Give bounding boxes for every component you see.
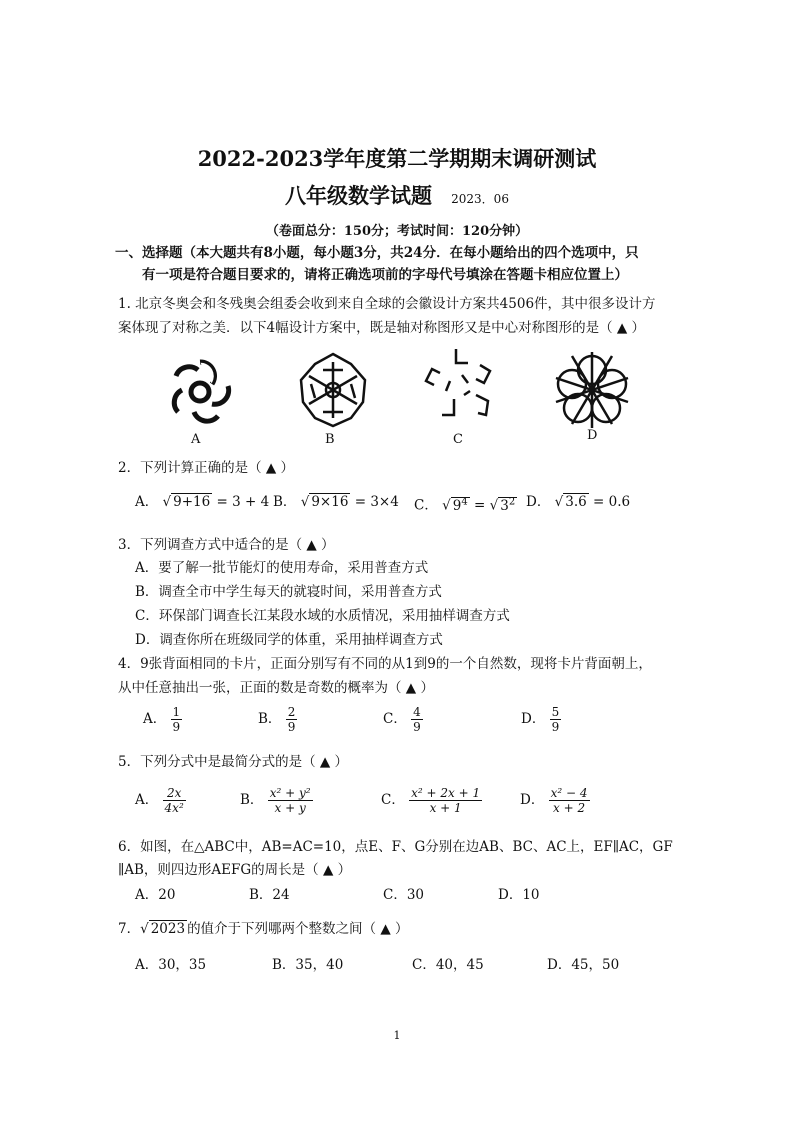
emblem-a-label: A bbox=[191, 432, 201, 447]
q2-a-radicand: 9+16 bbox=[173, 494, 211, 510]
q5-b-numerator: x² + y² bbox=[269, 786, 311, 800]
q2-c-exp1: 4 bbox=[461, 496, 468, 507]
q5-option-d bbox=[520, 786, 590, 815]
q2-a-rhs: = 3 + 4 bbox=[216, 494, 270, 510]
page-number: 1 bbox=[393, 1029, 401, 1042]
q3-option-c: C．环保部门调查长江某段水域的水质情况，采用抽样调查方式 bbox=[135, 608, 510, 624]
q7-option-b: B．35，40 bbox=[272, 957, 344, 973]
q2-c-label: C． bbox=[414, 497, 438, 514]
q2-c-base2: 3 bbox=[500, 497, 509, 514]
q2-a-label: A． bbox=[135, 494, 159, 510]
q4-option-c bbox=[383, 705, 423, 734]
q5-a-label: A． bbox=[135, 792, 159, 808]
q6-option-b: B．24 bbox=[249, 887, 290, 903]
q7-option-a: A．30，35 bbox=[135, 957, 207, 973]
q5-stem: 5．下列分式中是最简分式的是（ ▲ ） bbox=[118, 754, 349, 770]
q6-option-c: C．30 bbox=[383, 887, 425, 903]
q3-stem: 3．下列调查方式中适合的是（ ▲ ） bbox=[118, 537, 335, 553]
q5-option-a bbox=[135, 786, 186, 815]
q2-option-b: B． √ 9×16 = 3×4 bbox=[273, 494, 399, 510]
q4-option-d bbox=[521, 705, 561, 734]
q5-c-label: C． bbox=[381, 792, 405, 808]
q2-b-label: B． bbox=[273, 494, 297, 510]
q2-b-rhs: = 3×4 bbox=[354, 494, 399, 510]
q2-d-radicand: 3.6 bbox=[565, 494, 587, 510]
q2-b-radicand: 9×16 bbox=[311, 494, 349, 510]
q2-option-a: A． √ 9+16 = 3 + 4 bbox=[135, 494, 270, 510]
emblem-c-label: C bbox=[453, 432, 463, 447]
q7-option-c: C．40，45 bbox=[412, 957, 484, 973]
emblem-b-figure bbox=[293, 350, 373, 430]
q4-d-numerator: 5 bbox=[551, 705, 560, 719]
q4-c-denominator: 9 bbox=[413, 720, 421, 734]
q4-b-numerator: 2 bbox=[287, 705, 296, 719]
q5-b-denominator: x + y bbox=[274, 801, 306, 815]
q4-c-label: C． bbox=[383, 711, 407, 727]
q3-option-b: B．调查全市中学生每天的就寝时间，采用普查方式 bbox=[135, 584, 442, 600]
q6-option-d: D．10 bbox=[498, 887, 540, 903]
q4-d-denominator: 9 bbox=[551, 720, 560, 734]
q5-d-label: D． bbox=[520, 792, 545, 808]
q4-line2: 从中任意抽出一张，正面的数是奇数的概率为（ ▲ ） bbox=[118, 680, 434, 696]
emblem-a-figure bbox=[160, 352, 240, 432]
q5-c-denominator: x + 1 bbox=[429, 801, 462, 815]
section1-heading-line2: 有一项是符合题目要求的，请将正确选项前的字母代号填涂在答题卡相应位置上） bbox=[142, 267, 628, 283]
q2-d-rhs: = 0.6 bbox=[593, 494, 631, 510]
q4-b-denominator: 9 bbox=[287, 720, 296, 734]
score-info: （卷面总分：150分；考试时间：120分钟） bbox=[265, 224, 529, 239]
q7-prefix: 7． bbox=[118, 921, 141, 937]
emblem-d-figure bbox=[550, 348, 634, 432]
q4-option-b bbox=[258, 705, 297, 734]
q7-rest: 的值介于下列哪两个整数之间（ ▲ ） bbox=[187, 921, 409, 937]
emblem-b-label: B bbox=[325, 432, 335, 447]
q4-a-label: A． bbox=[143, 711, 167, 727]
q7-radicand: 2023 bbox=[150, 921, 186, 937]
subtitle-row bbox=[0, 180, 794, 210]
q5-option-b bbox=[240, 786, 313, 815]
q1-line2: 案体现了对称之美．以下4幅设计方案中，既是轴对称图形又是中心对称图形的是（ ▲ ） bbox=[118, 320, 646, 336]
q6-line1: 6．如图，在△ABC中，AB=AC=10，点E、F、G分别在边AB、BC、AC上，EF∥AC，GF bbox=[118, 839, 673, 855]
q1-line1: 1. 北京冬奥会和冬残奥会组委会收到来自全球的会徽设计方案共4506件，其中很多设计方 bbox=[118, 296, 656, 312]
q2-c-exp2: 2 bbox=[508, 496, 516, 507]
emblem-d-label: D bbox=[587, 428, 598, 443]
exam-subtitle: 八年级数学试题 bbox=[285, 183, 433, 208]
q5-c-numerator: x² + 2x + 1 bbox=[411, 786, 481, 800]
q6-line2: ∥AB，则四边形AEFG的周长是（ ▲ ） bbox=[118, 862, 352, 878]
emblem-c-figure bbox=[420, 345, 500, 427]
exam-title: 2022-2023学年度第二学期期末调研测试 bbox=[197, 146, 597, 171]
q3-option-a: A．要了解一批节能灯的使用寿命，采用普查方式 bbox=[135, 560, 429, 576]
exam-date: 2023．06 bbox=[451, 192, 509, 206]
q2-d-label: D． bbox=[526, 494, 551, 510]
q4-a-denominator: 9 bbox=[172, 720, 181, 734]
q7-stem: 7．√ 2023 的值介于下列哪两个整数之间（ ▲ ） bbox=[118, 921, 409, 937]
q4-a-numerator: 1 bbox=[172, 705, 181, 719]
q2-c-base1: 9 bbox=[452, 497, 462, 514]
section1-heading-line1: 一、选择题（本大题共有8小题，每小题3分，共24分．在每小题给出的四个选项中，只 bbox=[115, 245, 639, 261]
q5-a-denominator: 4x² bbox=[164, 801, 184, 815]
q3-option-d: D．调查你所在班级同学的体重，采用抽样调查方式 bbox=[135, 632, 443, 648]
q5-option-c bbox=[381, 786, 482, 815]
q4-d-label: D． bbox=[521, 711, 546, 727]
q4-option-a bbox=[143, 705, 182, 734]
q2-option-d: D． √ 3.6 = 0.6 bbox=[526, 494, 631, 510]
q5-d-numerator: x² − 4 bbox=[550, 786, 588, 800]
q5-a-numerator: 2x bbox=[163, 786, 186, 801]
q4-b-label: B． bbox=[258, 711, 282, 727]
q4-c-numerator: 4 bbox=[413, 705, 421, 719]
q5-b-label: B． bbox=[240, 792, 264, 808]
q6-option-a: A．20 bbox=[135, 887, 176, 903]
q2-stem: 2．下列计算正确的是（ ▲ ） bbox=[118, 460, 295, 476]
q2-option-c: C． √ $9^4$ = √ $3^2$ bbox=[414, 496, 516, 514]
q2-c-eq: = bbox=[474, 497, 486, 514]
q7-option-d: D．45，50 bbox=[547, 957, 620, 973]
q4-line1: 4．9张背面相同的卡片，正面分别写有不同的从1到9的一个自然数，现将卡片背面朝上， bbox=[118, 656, 652, 672]
q5-d-denominator: x + 2 bbox=[553, 801, 586, 815]
